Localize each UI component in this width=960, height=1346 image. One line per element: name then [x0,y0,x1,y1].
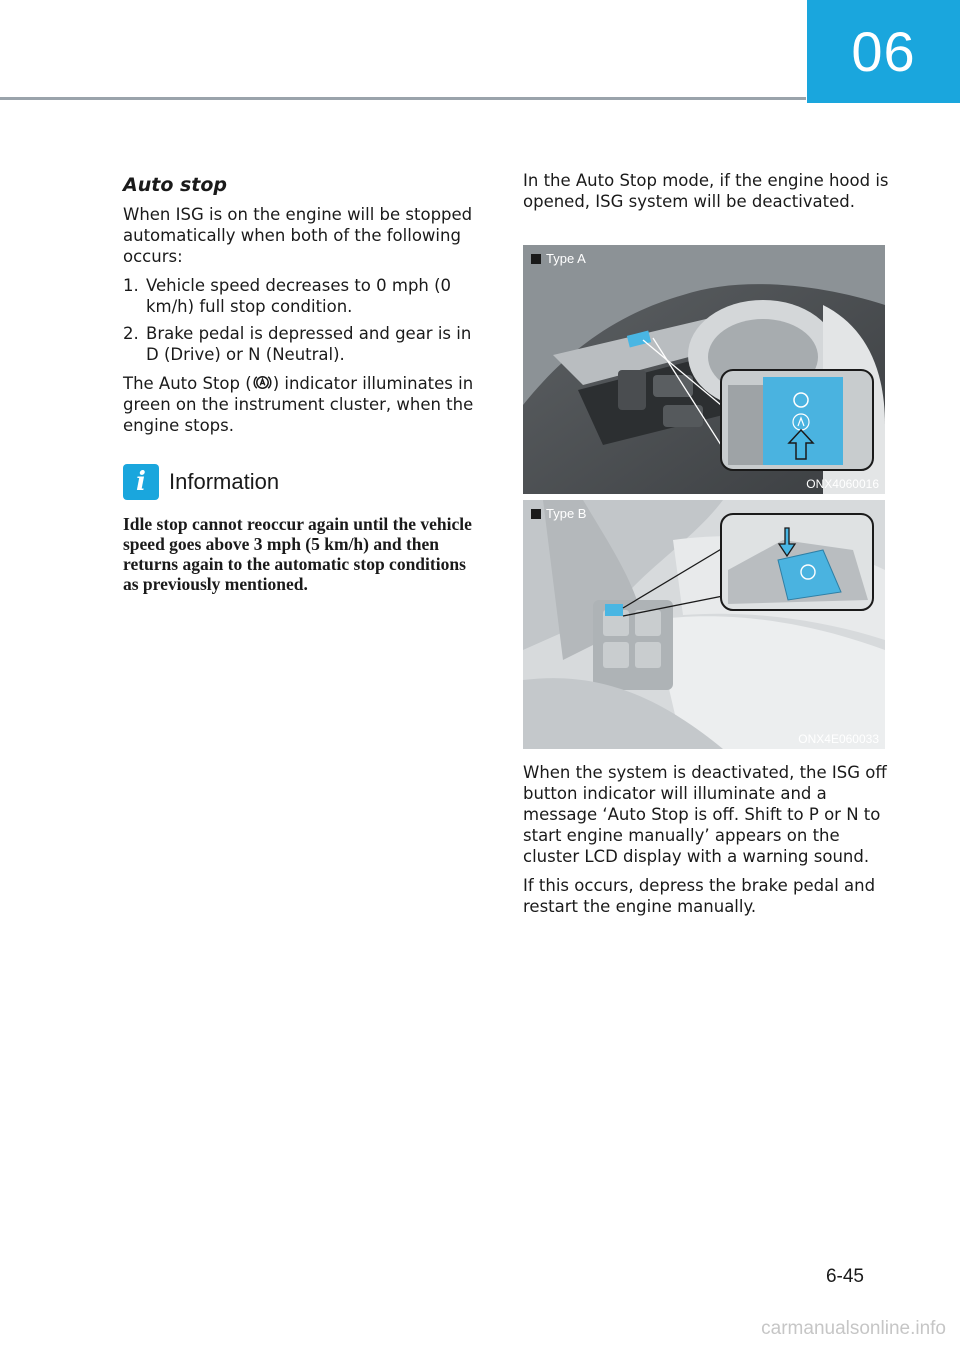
information-text: Idle stop cannot reoccur again until the vehicle speed goes above 3 mph (5 km/h) and then returns again to the automatic stop conditions as previously mentioned. [123,514,472,594]
figure-label [531,506,586,521]
console-illustration-type-a [523,245,885,494]
figure-type-a [523,245,885,494]
indicator-paragraph [123,373,485,436]
right-column-body [523,762,889,925]
watermark: carmanualsonline.info [761,1318,946,1339]
restart-paragraph: If this occurs, depress the brake pedal and restart the engine manually. [523,876,876,916]
deactivated-paragraph: When the system is deactivated, the ISG off button indicator will illuminate and a message ‘Auto Stop is off. Shift to P or N to start engine manually’ appears on the cluster LCD display with a warning sound. [523,763,887,866]
intro-paragraph: When ISG is on the engine will be stopped automatically when both of the following occurs: [123,205,473,266]
list-number: 1. [123,276,139,295]
page-number: 6-45 [825,1266,864,1287]
list-item [123,275,485,317]
header-rule [0,97,806,100]
list-item [123,323,485,365]
list-text: Vehicle speed decreases to 0 mph (0 km/h) full stop condition. [146,276,452,316]
list-number: 2. [123,324,139,343]
bullet-square-icon [531,254,541,264]
figure-label-text: Type A [546,251,586,266]
condition-list [123,275,485,365]
figure-code: ONX4E060033 [798,732,879,746]
right-column-intro [523,170,889,220]
figure-label [531,251,586,266]
hood-open-paragraph: In the Auto Stop mode, if the engine hood is opened, ISG system will be deactivated. [523,171,889,211]
list-text: Brake pedal is depressed and gear is in D (Drive) or N (Neutral). [146,324,472,364]
bullet-square-icon [531,509,541,519]
auto-stop-icon [253,373,272,392]
info-icon: i [123,464,159,500]
indicator-text-before: The Auto Stop ( [123,374,252,393]
figure-code: ONX4060016 [806,477,879,491]
left-column [123,170,485,594]
chapter-tab [807,0,960,103]
figure-label-text: Type B [546,506,587,521]
figure-type-b [523,500,885,749]
console-illustration-type-b [523,500,885,749]
indicator-text-after: ) indicator illuminates in green on the instrument cluster, when the engine stops. [123,374,474,435]
chapter-number: 06 [851,20,916,83]
section-heading: Auto stop [123,174,228,196]
information-box [123,464,485,594]
information-title: Information [169,469,280,494]
information-header [123,464,485,500]
